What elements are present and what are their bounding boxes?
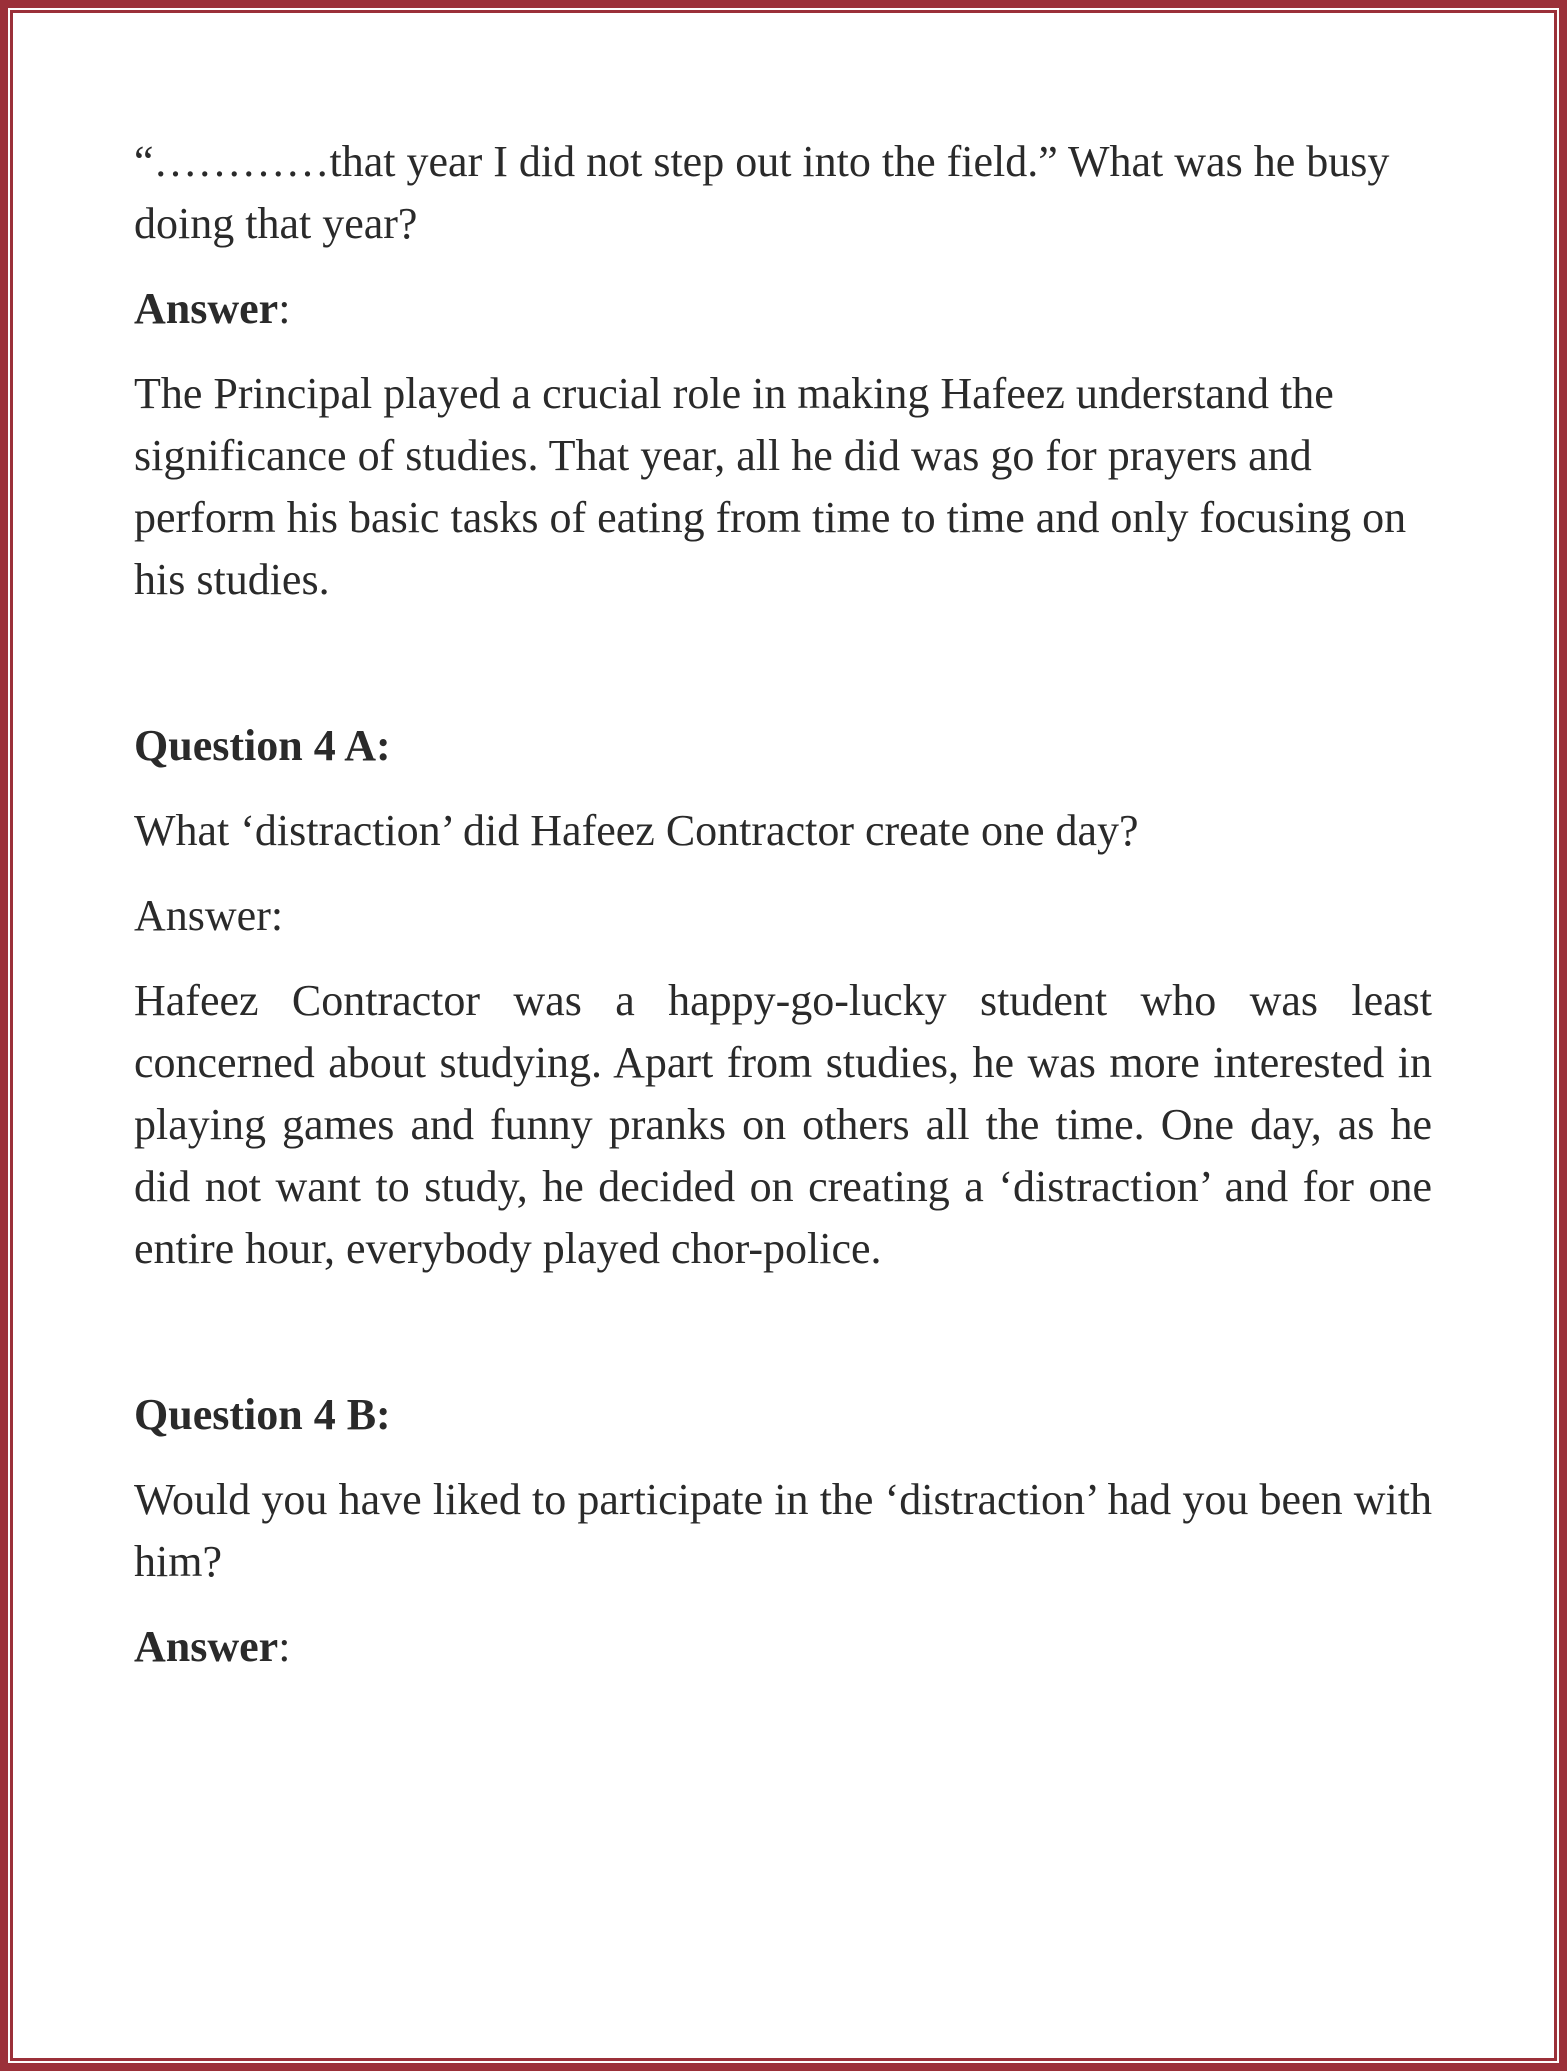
answer-3-text: The Principal played a crucial role in making Hafeez understand the significance of studies. That year, all he did was go for prayers and perform his basic tasks of eating from time to time and only focusing on his studies. bbox=[134, 369, 1407, 604]
question-4b-heading: Question 4 B: bbox=[134, 1390, 391, 1439]
answer-label-colon: : bbox=[278, 284, 291, 333]
answer-4b-label-colon: : bbox=[278, 1622, 291, 1671]
answer-label-word: Answer bbox=[134, 284, 279, 333]
answer-4a-label: Answer: bbox=[134, 891, 284, 940]
answer-4b-label bbox=[134, 1616, 1432, 1678]
answer-4a-text: Hafeez Contractor was a happy-go-lucky student who was least concerned about studying. Apart from studies, he was more interested in playing games and funny pranks on others all the time. One day, as he did not want to study, he decided on creating a ‘distraction’ and for one entire hour, everybody played chor-police. bbox=[134, 976, 1432, 1273]
answer-4b-label-word: Answer bbox=[134, 1622, 279, 1671]
question-4a-heading: Question 4 A: bbox=[134, 721, 391, 770]
question-4a-text: What ‘distraction’ did Hafeez Contractor create one day? bbox=[134, 806, 1139, 855]
question-4b-text: Would you have liked to participate in the ‘distraction’ had you been with him? bbox=[134, 1475, 1432, 1586]
question-3-text: “…………that year I did not step out into the field.” What was he busy doing that year? bbox=[134, 137, 1390, 248]
answer-label bbox=[134, 278, 1432, 340]
document-page bbox=[134, 131, 1432, 1678]
